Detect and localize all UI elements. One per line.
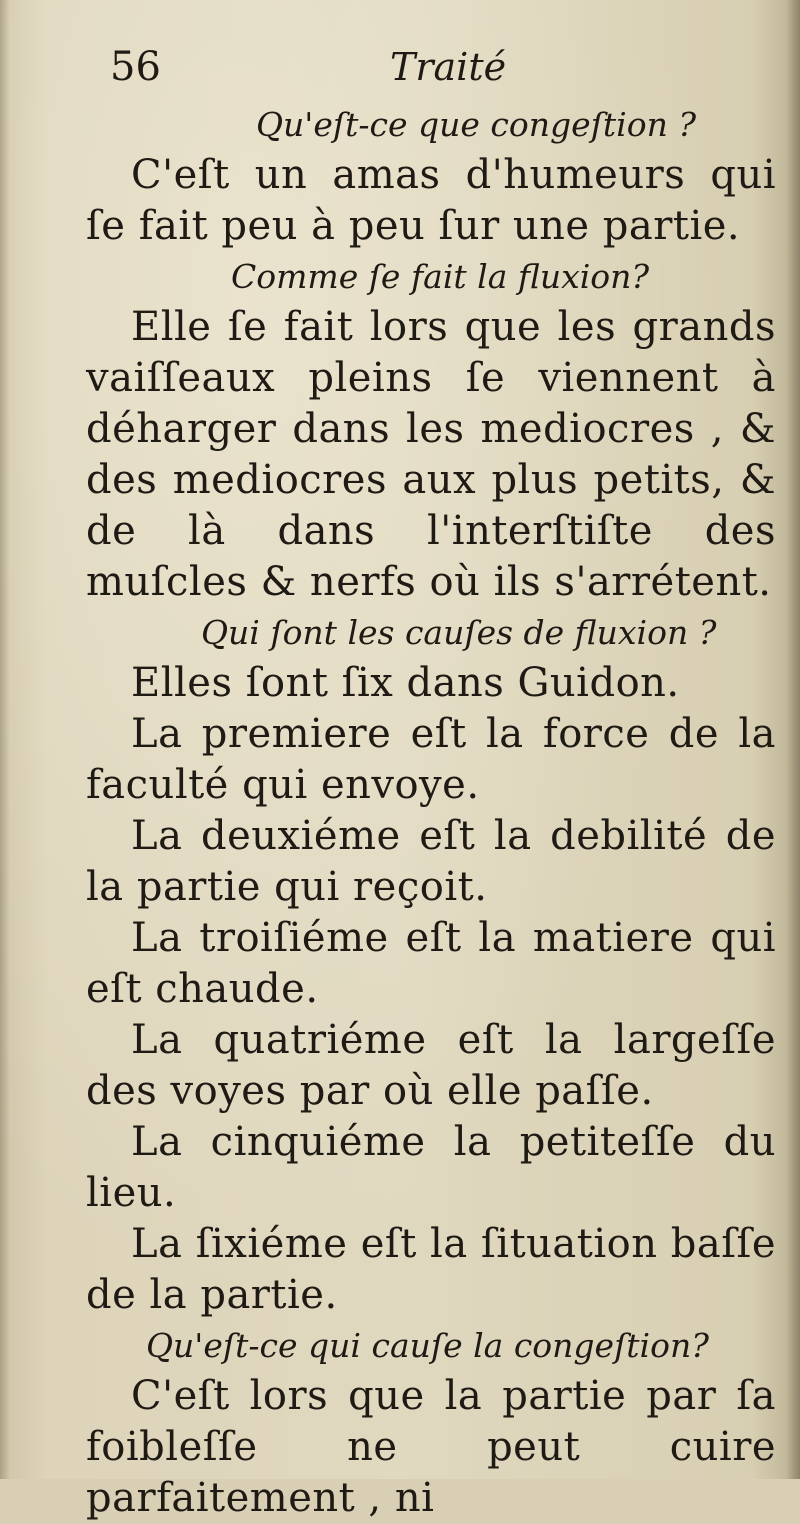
question-congestion: Qu'eſt-ce que congeſtion ? bbox=[256, 105, 697, 144]
running-head bbox=[110, 42, 670, 92]
question-fluxion: Comme ſe fait la fluxion? bbox=[231, 257, 650, 296]
page-shadow-right bbox=[786, 0, 800, 1479]
cause-second: La deuxiéme eſt la debilité de la partie qui reçoit. bbox=[86, 813, 776, 910]
answer-cause-congestion: C'eſt lors que la partie par ſa foibleſſe ne peut cuire parfaitement , ni bbox=[86, 1373, 776, 1521]
question-cause-congestion: Qu'eſt-ce qui cauſe la congeſtion? bbox=[146, 1326, 709, 1365]
answer-fluxion: Elle ſe fait lors que les grands vaiſſeaux pleins ſe viennent à déharger dans les mediocres , & des mediocres aux plus petits, & de là dans l'interſtiſte des muſcles & nerfs où ils s'arrétent. bbox=[86, 304, 776, 605]
cause-sixth: La ſixiéme eſt la ſituation baſſe de la partie. bbox=[86, 1221, 776, 1318]
cause-fifth: La cinquiéme la petiteſſe du lieu. bbox=[86, 1119, 776, 1216]
question-causes-fluxion: Qui ſont les cauſes de fluxion ? bbox=[201, 613, 717, 652]
page-text bbox=[86, 100, 776, 1524]
cause-fourth: La quatriéme eſt la largeſſe des voyes par où elle paſſe. bbox=[86, 1017, 776, 1114]
page-number: 56 bbox=[110, 44, 161, 90]
page-shadow-left bbox=[0, 0, 10, 1479]
answer-six-causes: Elles ſont ſix dans Guidon. bbox=[131, 660, 680, 706]
cause-first: La premiere eſt la force de la faculté qui envoye. bbox=[86, 711, 776, 808]
answer-congestion: C'eſt un amas d'humeurs qui ſe fait peu à peu ſur une partie. bbox=[86, 152, 776, 249]
running-title: Traité bbox=[390, 45, 507, 89]
cause-third: La troiſiéme eſt la matiere qui eſt chaude. bbox=[86, 915, 776, 1012]
